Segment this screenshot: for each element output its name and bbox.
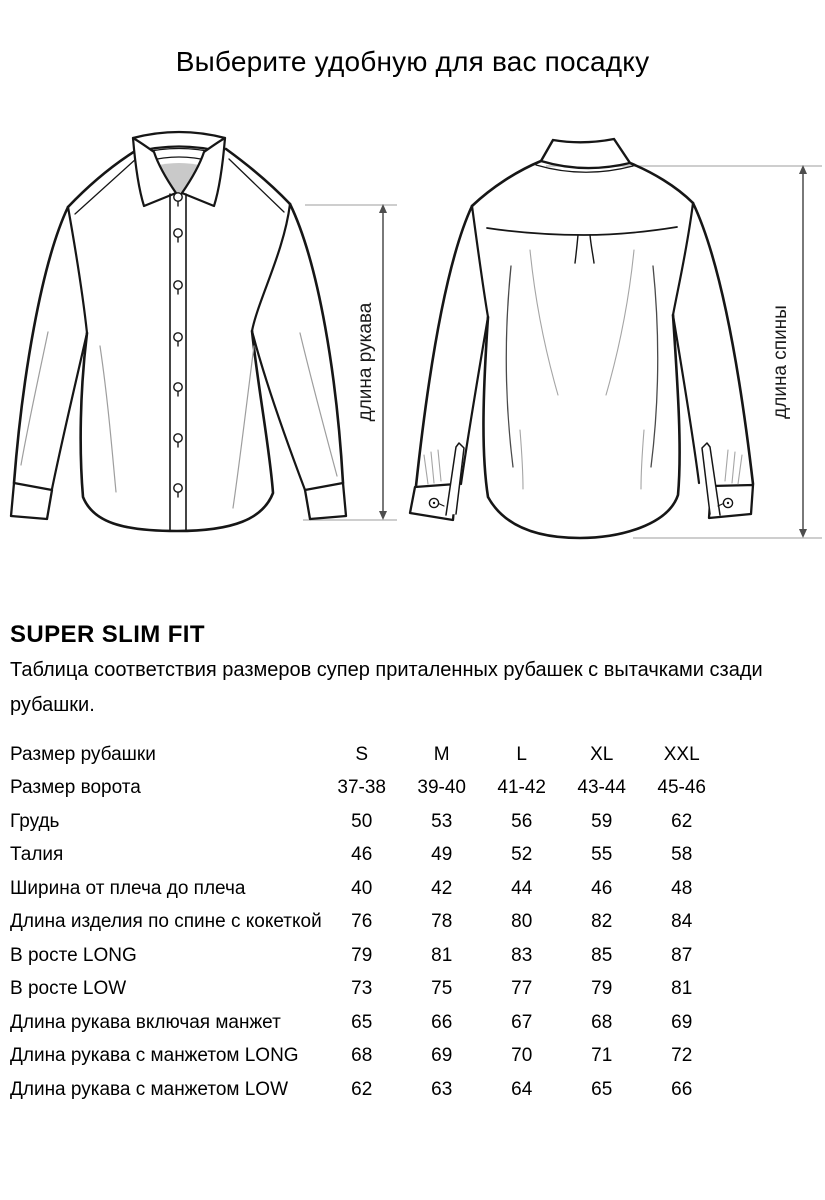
value-cell: 59 bbox=[591, 810, 613, 832]
value-cell: 65 bbox=[591, 1078, 613, 1100]
value-cell: 72 bbox=[671, 1045, 693, 1067]
size-table bbox=[10, 738, 722, 1107]
value-cell: 81 bbox=[431, 944, 453, 966]
value-cell: 66 bbox=[431, 1011, 453, 1033]
back-length-dimension bbox=[770, 165, 807, 538]
value-cell: 80 bbox=[511, 911, 533, 933]
value-cell: 65 bbox=[351, 1011, 373, 1033]
value-cell: 69 bbox=[671, 1011, 693, 1033]
value-cell: 56 bbox=[511, 810, 533, 832]
front-buttons bbox=[174, 193, 182, 497]
size-cell: L bbox=[516, 743, 527, 765]
page-title: Выберите удобную для вас посадку bbox=[175, 46, 650, 77]
front-fold-lines bbox=[21, 332, 337, 508]
value-cell: 43-44 bbox=[577, 777, 627, 799]
back-darts bbox=[506, 266, 657, 467]
front-right-cuff bbox=[305, 483, 346, 519]
value-cell: 79 bbox=[351, 944, 373, 966]
value-cell: 41-42 bbox=[497, 777, 547, 799]
size-cell: XL bbox=[590, 743, 614, 765]
value-cell: 52 bbox=[511, 844, 533, 866]
row-label: В росте LOW bbox=[10, 978, 127, 1000]
back-yoke-seam bbox=[487, 227, 677, 235]
back-center-pleat bbox=[575, 235, 594, 263]
value-cell: 44 bbox=[511, 877, 533, 899]
sleeve-length-label: длина рукава bbox=[355, 302, 376, 422]
back-cuff-buttons bbox=[429, 498, 732, 507]
row-label: Длина рукава с манжетом LOW bbox=[10, 1078, 289, 1100]
value-cell: 49 bbox=[431, 844, 453, 866]
value-cell: 68 bbox=[351, 1045, 373, 1067]
table-row bbox=[10, 872, 722, 906]
front-placket bbox=[170, 194, 186, 530]
value-cell: 67 bbox=[511, 1011, 533, 1033]
value-cell: 53 bbox=[431, 810, 453, 832]
back-collar bbox=[541, 139, 630, 168]
value-cell: 58 bbox=[671, 844, 693, 866]
value-cell: 71 bbox=[591, 1045, 613, 1067]
table-row bbox=[10, 1006, 722, 1040]
fit-heading: SUPER SLIM FIT bbox=[10, 621, 205, 648]
value-cell: 81 bbox=[671, 978, 693, 1000]
back-right-sleeve-placket bbox=[702, 443, 720, 515]
value-cell: 55 bbox=[591, 844, 613, 866]
value-cell: 78 bbox=[431, 911, 453, 933]
row-label: В росте LONG bbox=[10, 944, 137, 966]
row-label: Ширина от плеча до плеча bbox=[10, 877, 246, 899]
value-cell: 76 bbox=[351, 911, 373, 933]
value-cell: 40 bbox=[351, 877, 373, 899]
size-table-header-row bbox=[10, 738, 722, 772]
value-cell: 48 bbox=[671, 877, 693, 899]
table-row bbox=[10, 973, 722, 1007]
back-length-label: длина спины bbox=[770, 305, 791, 419]
value-cell: 69 bbox=[431, 1045, 453, 1067]
value-cell: 82 bbox=[591, 911, 613, 933]
value-cell: 79 bbox=[591, 978, 613, 1000]
front-left-cuff bbox=[11, 483, 52, 519]
value-cell: 46 bbox=[591, 877, 613, 899]
value-cell: 39-40 bbox=[417, 777, 467, 799]
table-row bbox=[10, 939, 722, 973]
row-label: Размер рубашки bbox=[10, 743, 156, 765]
row-label: Длина изделия по спине с кокеткой bbox=[10, 911, 322, 933]
table-row bbox=[10, 1073, 722, 1107]
value-cell: 73 bbox=[351, 978, 373, 1000]
value-cell: 37-38 bbox=[337, 777, 387, 799]
row-label: Длина рукава с манжетом LONG bbox=[10, 1045, 299, 1067]
value-cell: 62 bbox=[351, 1078, 373, 1100]
size-cell: S bbox=[355, 743, 369, 765]
size-cell: M bbox=[433, 743, 450, 765]
value-cell: 84 bbox=[671, 911, 693, 933]
arrow-down-icon bbox=[799, 529, 807, 538]
sleeve-length-dimension bbox=[355, 204, 387, 520]
row-label: Грудь bbox=[10, 810, 60, 832]
value-cell: 87 bbox=[671, 944, 693, 966]
value-cell: 62 bbox=[671, 810, 693, 832]
value-cell: 45-46 bbox=[657, 777, 707, 799]
value-cell: 66 bbox=[671, 1078, 693, 1100]
value-cell: 64 bbox=[511, 1078, 533, 1100]
table-row bbox=[10, 839, 722, 873]
value-cell: 63 bbox=[431, 1078, 453, 1100]
value-cell: 85 bbox=[591, 944, 613, 966]
size-cell: XXL bbox=[663, 743, 700, 765]
row-label: Размер ворота bbox=[10, 777, 141, 799]
value-cell: 50 bbox=[351, 810, 373, 832]
table-row bbox=[10, 1040, 722, 1074]
row-label: Талия bbox=[10, 844, 64, 866]
value-cell: 83 bbox=[511, 944, 533, 966]
dimension-reference-lines bbox=[303, 166, 822, 538]
table-row bbox=[10, 772, 722, 806]
table-row bbox=[10, 906, 722, 940]
back-shirt-drawing bbox=[410, 139, 753, 538]
fit-description: Таблица соответствия размеров супер приталенных рубашек с вытачками сзади рубашки. bbox=[10, 659, 763, 716]
value-cell: 68 bbox=[591, 1011, 613, 1033]
value-cell: 70 bbox=[511, 1045, 533, 1067]
table-row bbox=[10, 805, 722, 839]
value-cell: 46 bbox=[351, 844, 373, 866]
arrow-down-icon bbox=[379, 511, 387, 520]
row-label: Длина рукава включая манжет bbox=[10, 1011, 281, 1033]
value-cell: 42 bbox=[431, 877, 453, 899]
value-cell: 77 bbox=[511, 978, 533, 1000]
value-cell: 75 bbox=[431, 978, 453, 1000]
front-shirt-drawing bbox=[11, 132, 346, 531]
